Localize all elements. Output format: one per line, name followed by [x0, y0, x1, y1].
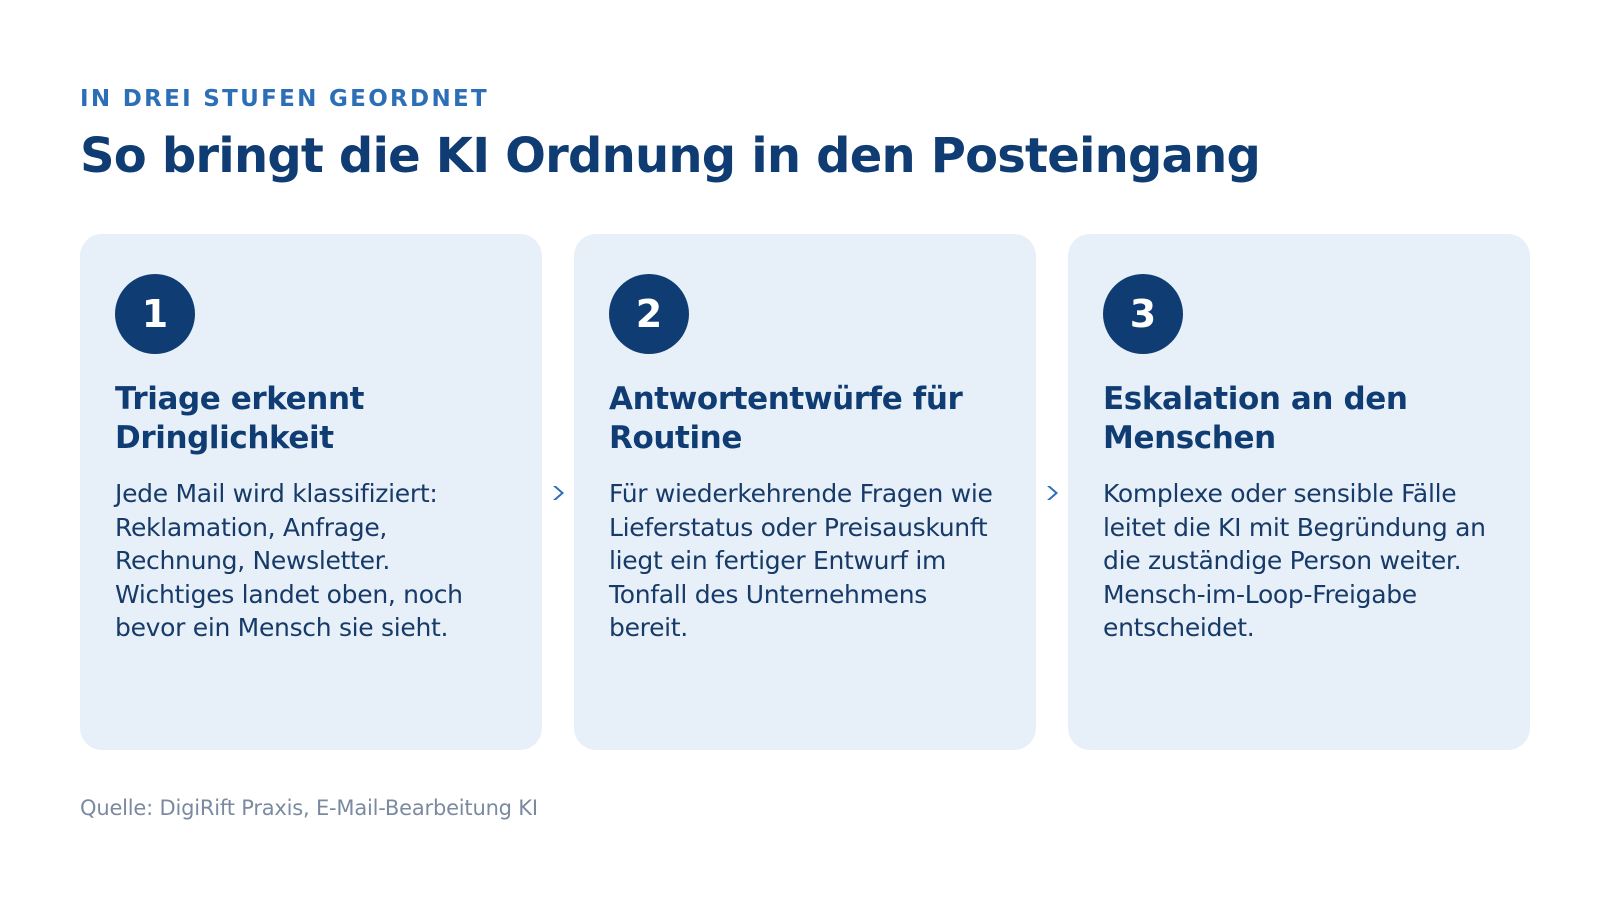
step-description: Jede Mail wird klassifiziert: Reklamation, Anfrage, Rechnung, Newsletter. Wichtiges landet oben, noch bevor ein Mensch sie sieht. [115, 479, 463, 642]
step-card-2 [574, 234, 1036, 750]
page-title: So bringt die KI Ordnung in den Posteingang [80, 128, 1261, 184]
step-description: Komplexe oder sensible Fälle leitet die KI mit Begründung an die zuständige Person weiter. Mensch-im-Loop-Freigabe entscheidet. [1103, 479, 1486, 642]
step-cards [80, 234, 1526, 750]
chevron-right-icon [1045, 484, 1059, 502]
step-title: Triage erkennt Dringlichkeit [115, 381, 365, 456]
chevron-right-icon [551, 484, 565, 502]
source-note: Quelle: DigiRift Praxis, E-Mail-Bearbeitung KI [80, 796, 538, 820]
step-description: Für wiederkehrende Fragen wie Lieferstatus oder Preisauskunft liegt ein fertiger Entwurf im Tonfall des Unternehmens bereit. [609, 479, 993, 642]
step-card-1 [80, 234, 542, 750]
section-eyebrow: IN DREI STUFEN GEORDNET [80, 86, 489, 112]
step-number-badge: 1 [115, 274, 195, 354]
step-number-badge: 2 [609, 274, 689, 354]
step-card-3 [1068, 234, 1530, 750]
step-number-badge: 3 [1103, 274, 1183, 354]
step-title: Antwortentwürfe für Routine [609, 381, 963, 456]
step-title: Eskalation an den Menschen [1103, 381, 1408, 456]
